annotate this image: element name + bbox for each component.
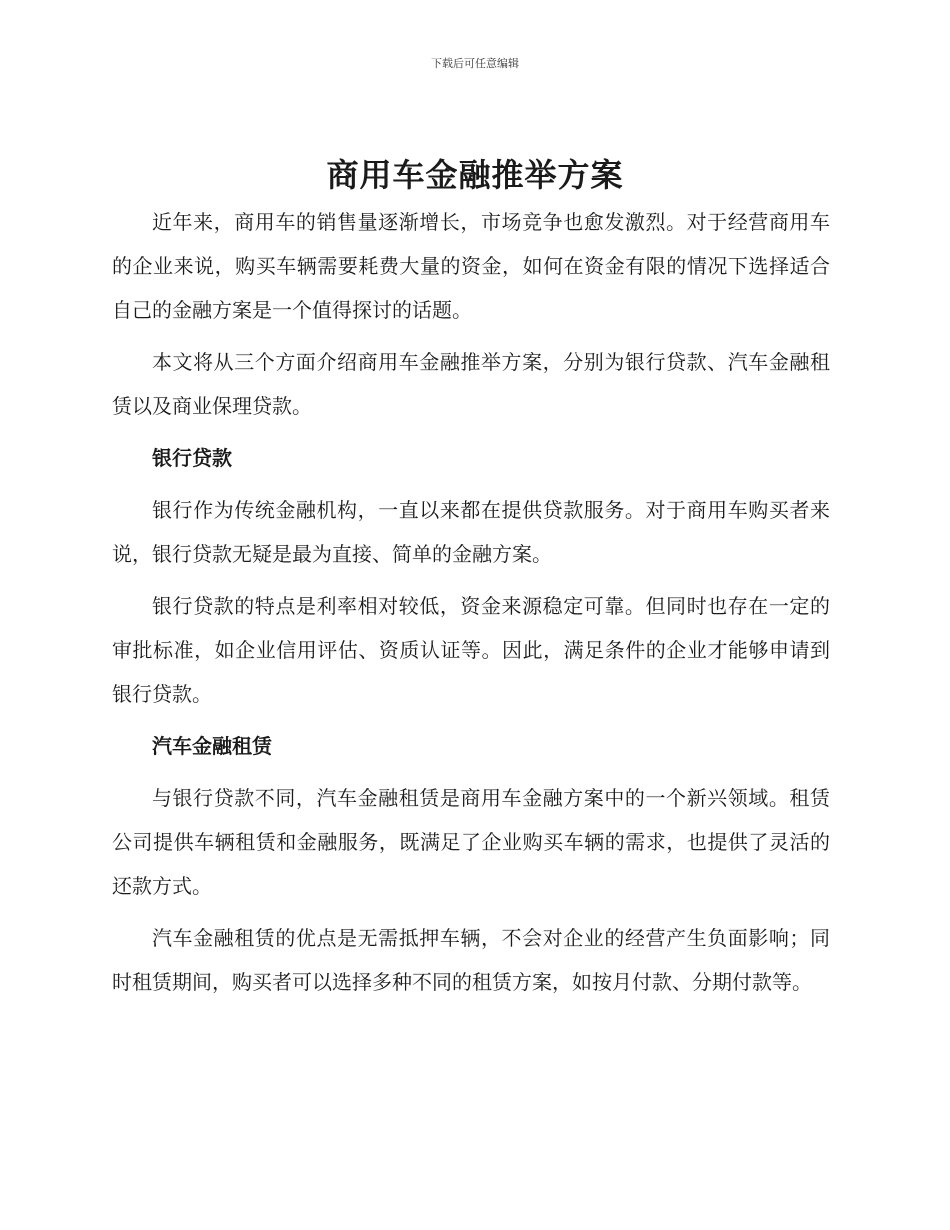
section-paragraph: 银行作为传统金融机构，一直以来都在提供贷款服务。对于商用车购买者来说，银行贷款无疑是最为直接、简单的金融方案。 bbox=[112, 498, 830, 566]
section-heading-bank-loan: 银行贷款 bbox=[152, 446, 232, 470]
document-body bbox=[112, 200, 830, 1012]
section-paragraph: 汽车金融租赁的优点是无需抵押车辆，不会对企业的经营产生负面影响；同时租赁期间，购买者可以选择多种不同的租赁方案，如按月付款、分期付款等。 bbox=[112, 926, 830, 994]
section-paragraph: 与银行贷款不同，汽车金融租赁是商用车金融方案中的一个新兴领域。租赁公司提供车辆租赁和金融服务，既满足了企业购买车辆的需求，也提供了灵活的还款方式。 bbox=[112, 786, 830, 898]
section-heading-auto-finance-lease: 汽车金融租赁 bbox=[152, 734, 272, 758]
section-paragraph: 银行贷款的特点是利率相对较低，资金来源稳定可靠。但同时也存在一定的审批标准，如企业信用评估、资质认证等。因此，满足条件的企业才能够申请到银行贷款。 bbox=[112, 594, 830, 706]
intro-paragraph: 近年来，商用车的销售量逐渐增长，市场竞争也愈发激烈。对于经营商用车的企业来说，购买车辆需要耗费大量的资金，如何在资金有限的情况下选择适合自己的金融方案是一个值得探讨的话题。 bbox=[112, 210, 830, 322]
document-title: 商用车金融推举方案 bbox=[326, 156, 624, 194]
intro-paragraph: 本文将从三个方面介绍商用车金融推举方案，分别为银行贷款、汽车金融租赁以及商业保理贷款。 bbox=[112, 350, 830, 418]
header-note: 下载后可任意编辑 bbox=[431, 57, 519, 70]
